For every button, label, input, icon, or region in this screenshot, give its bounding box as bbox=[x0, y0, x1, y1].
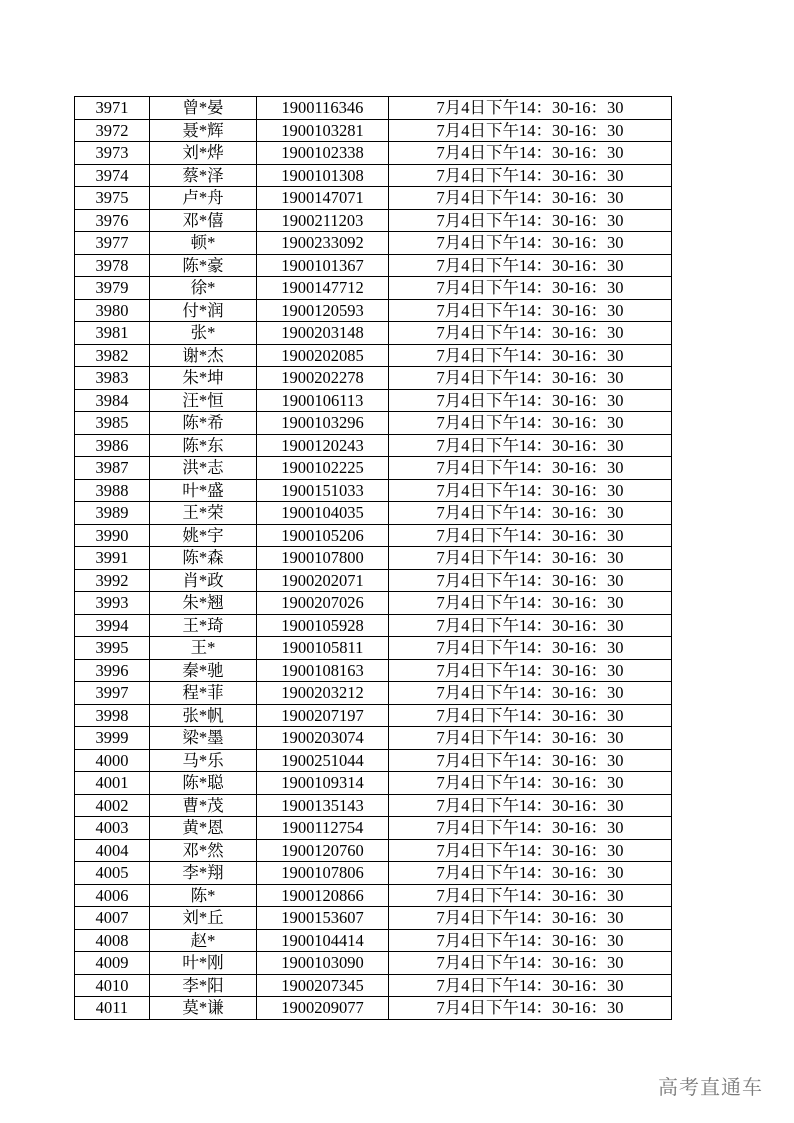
seq-cell: 3983 bbox=[75, 367, 150, 390]
time-cell: 7月4日下午14：30-16：30 bbox=[389, 682, 672, 705]
table-row bbox=[75, 277, 672, 300]
id-cell: 1900211203 bbox=[257, 209, 389, 232]
time-cell: 7月4日下午14：30-16：30 bbox=[389, 209, 672, 232]
name-cell: 朱*翘 bbox=[150, 592, 257, 615]
seq-cell: 3997 bbox=[75, 682, 150, 705]
time-cell: 7月4日下午14：30-16：30 bbox=[389, 839, 672, 862]
id-cell: 1900151033 bbox=[257, 479, 389, 502]
time-cell: 7月4日下午14：30-16：30 bbox=[389, 322, 672, 345]
table-row bbox=[75, 817, 672, 840]
table-row bbox=[75, 704, 672, 727]
time-cell: 7月4日下午14：30-16：30 bbox=[389, 232, 672, 255]
id-cell: 1900103090 bbox=[257, 952, 389, 975]
time-cell: 7月4日下午14：30-16：30 bbox=[389, 367, 672, 390]
id-cell: 1900105206 bbox=[257, 524, 389, 547]
time-cell: 7月4日下午14：30-16：30 bbox=[389, 389, 672, 412]
time-cell: 7月4日下午14：30-16：30 bbox=[389, 659, 672, 682]
seq-cell: 3987 bbox=[75, 457, 150, 480]
time-cell: 7月4日下午14：30-16：30 bbox=[389, 119, 672, 142]
table-row bbox=[75, 389, 672, 412]
name-cell: 赵* bbox=[150, 929, 257, 952]
id-cell: 1900251044 bbox=[257, 749, 389, 772]
id-cell: 1900135143 bbox=[257, 794, 389, 817]
id-cell: 1900202071 bbox=[257, 569, 389, 592]
name-cell: 陈*希 bbox=[150, 412, 257, 435]
time-cell: 7月4日下午14：30-16：30 bbox=[389, 502, 672, 525]
table-row bbox=[75, 772, 672, 795]
name-cell: 卢*舟 bbox=[150, 187, 257, 210]
table-row bbox=[75, 232, 672, 255]
seq-cell: 4007 bbox=[75, 907, 150, 930]
id-cell: 1900101367 bbox=[257, 254, 389, 277]
name-cell: 梁*墨 bbox=[150, 727, 257, 750]
id-cell: 1900107806 bbox=[257, 862, 389, 885]
name-cell: 陈*聪 bbox=[150, 772, 257, 795]
time-cell: 7月4日下午14：30-16：30 bbox=[389, 569, 672, 592]
id-cell: 1900101308 bbox=[257, 164, 389, 187]
name-cell: 陈* bbox=[150, 884, 257, 907]
time-cell: 7月4日下午14：30-16：30 bbox=[389, 479, 672, 502]
name-cell: 王*荣 bbox=[150, 502, 257, 525]
table-row bbox=[75, 322, 672, 345]
seq-cell: 3994 bbox=[75, 614, 150, 637]
time-cell: 7月4日下午14：30-16：30 bbox=[389, 637, 672, 660]
id-cell: 1900107800 bbox=[257, 547, 389, 570]
id-cell: 1900153607 bbox=[257, 907, 389, 930]
seq-cell: 3990 bbox=[75, 524, 150, 547]
table-row bbox=[75, 367, 672, 390]
time-cell: 7月4日下午14：30-16：30 bbox=[389, 862, 672, 885]
name-cell: 黄*恩 bbox=[150, 817, 257, 840]
time-cell: 7月4日下午14：30-16：30 bbox=[389, 997, 672, 1020]
seq-cell: 4001 bbox=[75, 772, 150, 795]
time-cell: 7月4日下午14：30-16：30 bbox=[389, 547, 672, 570]
id-cell: 1900105928 bbox=[257, 614, 389, 637]
id-cell: 1900202085 bbox=[257, 344, 389, 367]
id-cell: 1900116346 bbox=[257, 97, 389, 120]
name-cell: 聂*辉 bbox=[150, 119, 257, 142]
id-cell: 1900112754 bbox=[257, 817, 389, 840]
seq-cell: 3971 bbox=[75, 97, 150, 120]
table-row bbox=[75, 164, 672, 187]
table-row bbox=[75, 862, 672, 885]
table-row bbox=[75, 614, 672, 637]
name-cell: 蔡*泽 bbox=[150, 164, 257, 187]
seq-cell: 3992 bbox=[75, 569, 150, 592]
id-cell: 1900102338 bbox=[257, 142, 389, 165]
time-cell: 7月4日下午14：30-16：30 bbox=[389, 524, 672, 547]
name-cell: 洪*志 bbox=[150, 457, 257, 480]
seq-cell: 3978 bbox=[75, 254, 150, 277]
time-cell: 7月4日下午14：30-16：30 bbox=[389, 952, 672, 975]
time-cell: 7月4日下午14：30-16：30 bbox=[389, 592, 672, 615]
id-cell: 1900209077 bbox=[257, 997, 389, 1020]
name-cell: 曾*晏 bbox=[150, 97, 257, 120]
name-cell: 莫*谦 bbox=[150, 997, 257, 1020]
time-cell: 7月4日下午14：30-16：30 bbox=[389, 749, 672, 772]
name-cell: 陈*豪 bbox=[150, 254, 257, 277]
name-cell: 付*润 bbox=[150, 299, 257, 322]
seq-cell: 3998 bbox=[75, 704, 150, 727]
id-cell: 1900147071 bbox=[257, 187, 389, 210]
seq-cell: 3995 bbox=[75, 637, 150, 660]
table-row bbox=[75, 884, 672, 907]
seq-cell: 3974 bbox=[75, 164, 150, 187]
time-cell: 7月4日下午14：30-16：30 bbox=[389, 97, 672, 120]
table-row bbox=[75, 569, 672, 592]
table-row bbox=[75, 299, 672, 322]
id-cell: 1900120593 bbox=[257, 299, 389, 322]
seq-cell: 4002 bbox=[75, 794, 150, 817]
table-row bbox=[75, 929, 672, 952]
time-cell: 7月4日下午14：30-16：30 bbox=[389, 142, 672, 165]
seq-cell: 4008 bbox=[75, 929, 150, 952]
seq-cell: 4000 bbox=[75, 749, 150, 772]
name-cell: 汪*恒 bbox=[150, 389, 257, 412]
table-row bbox=[75, 547, 672, 570]
name-cell: 朱*坤 bbox=[150, 367, 257, 390]
seq-cell: 3984 bbox=[75, 389, 150, 412]
id-cell: 1900203148 bbox=[257, 322, 389, 345]
seq-cell: 3986 bbox=[75, 434, 150, 457]
table-row bbox=[75, 974, 672, 997]
id-cell: 1900147712 bbox=[257, 277, 389, 300]
name-cell: 陈*东 bbox=[150, 434, 257, 457]
time-cell: 7月4日下午14：30-16：30 bbox=[389, 772, 672, 795]
seq-cell: 3993 bbox=[75, 592, 150, 615]
id-cell: 1900103296 bbox=[257, 412, 389, 435]
time-cell: 7月4日下午14：30-16：30 bbox=[389, 344, 672, 367]
seq-cell: 3973 bbox=[75, 142, 150, 165]
seq-cell: 4009 bbox=[75, 952, 150, 975]
seq-cell: 3980 bbox=[75, 299, 150, 322]
id-cell: 1900106113 bbox=[257, 389, 389, 412]
name-cell: 陈*森 bbox=[150, 547, 257, 570]
table-row bbox=[75, 524, 672, 547]
seq-cell: 4006 bbox=[75, 884, 150, 907]
table-row bbox=[75, 749, 672, 772]
time-cell: 7月4日下午14：30-16：30 bbox=[389, 277, 672, 300]
id-cell: 1900104414 bbox=[257, 929, 389, 952]
table-row bbox=[75, 592, 672, 615]
id-cell: 1900109314 bbox=[257, 772, 389, 795]
seq-cell: 3975 bbox=[75, 187, 150, 210]
id-cell: 1900233092 bbox=[257, 232, 389, 255]
seq-cell: 3972 bbox=[75, 119, 150, 142]
id-cell: 1900120866 bbox=[257, 884, 389, 907]
time-cell: 7月4日下午14：30-16：30 bbox=[389, 187, 672, 210]
time-cell: 7月4日下午14：30-16：30 bbox=[389, 974, 672, 997]
time-cell: 7月4日下午14：30-16：30 bbox=[389, 884, 672, 907]
name-cell: 刘*烨 bbox=[150, 142, 257, 165]
id-cell: 1900202278 bbox=[257, 367, 389, 390]
watermark-text: 高考直通车 bbox=[658, 1075, 763, 1099]
seq-cell: 3996 bbox=[75, 659, 150, 682]
seq-cell: 3999 bbox=[75, 727, 150, 750]
table-row bbox=[75, 682, 672, 705]
name-cell: 肖*政 bbox=[150, 569, 257, 592]
seq-cell: 4011 bbox=[75, 997, 150, 1020]
time-cell: 7月4日下午14：30-16：30 bbox=[389, 727, 672, 750]
seq-cell: 4004 bbox=[75, 839, 150, 862]
name-cell: 秦*驰 bbox=[150, 659, 257, 682]
table-row bbox=[75, 412, 672, 435]
time-cell: 7月4日下午14：30-16：30 bbox=[389, 614, 672, 637]
table-row bbox=[75, 434, 672, 457]
id-cell: 1900105811 bbox=[257, 637, 389, 660]
id-cell: 1900103281 bbox=[257, 119, 389, 142]
seq-cell: 3988 bbox=[75, 479, 150, 502]
name-cell: 邓*僖 bbox=[150, 209, 257, 232]
table-row bbox=[75, 907, 672, 930]
seq-cell: 3991 bbox=[75, 547, 150, 570]
table-row bbox=[75, 344, 672, 367]
name-cell: 叶*盛 bbox=[150, 479, 257, 502]
seq-cell: 3979 bbox=[75, 277, 150, 300]
seq-cell: 4010 bbox=[75, 974, 150, 997]
name-cell: 李*阳 bbox=[150, 974, 257, 997]
seq-cell: 3976 bbox=[75, 209, 150, 232]
id-cell: 1900104035 bbox=[257, 502, 389, 525]
name-cell: 邓*然 bbox=[150, 839, 257, 862]
seq-cell: 3985 bbox=[75, 412, 150, 435]
table-row bbox=[75, 637, 672, 660]
name-cell: 徐* bbox=[150, 277, 257, 300]
id-cell: 1900207345 bbox=[257, 974, 389, 997]
time-cell: 7月4日下午14：30-16：30 bbox=[389, 164, 672, 187]
table-row bbox=[75, 97, 672, 120]
id-cell: 1900120760 bbox=[257, 839, 389, 862]
id-cell: 1900108163 bbox=[257, 659, 389, 682]
name-cell: 马*乐 bbox=[150, 749, 257, 772]
id-cell: 1900207026 bbox=[257, 592, 389, 615]
table-row bbox=[75, 209, 672, 232]
table-row bbox=[75, 142, 672, 165]
schedule-table bbox=[74, 96, 672, 1020]
time-cell: 7月4日下午14：30-16：30 bbox=[389, 929, 672, 952]
table-row bbox=[75, 457, 672, 480]
time-cell: 7月4日下午14：30-16：30 bbox=[389, 299, 672, 322]
time-cell: 7月4日下午14：30-16：30 bbox=[389, 434, 672, 457]
name-cell: 李*翔 bbox=[150, 862, 257, 885]
name-cell: 王*琦 bbox=[150, 614, 257, 637]
name-cell: 叶*刚 bbox=[150, 952, 257, 975]
id-cell: 1900203212 bbox=[257, 682, 389, 705]
table-row bbox=[75, 659, 672, 682]
name-cell: 顿* bbox=[150, 232, 257, 255]
time-cell: 7月4日下午14：30-16：30 bbox=[389, 704, 672, 727]
table-row bbox=[75, 952, 672, 975]
id-cell: 1900203074 bbox=[257, 727, 389, 750]
seq-cell: 3989 bbox=[75, 502, 150, 525]
name-cell: 谢*杰 bbox=[150, 344, 257, 367]
id-cell: 1900207197 bbox=[257, 704, 389, 727]
table-row bbox=[75, 839, 672, 862]
seq-cell: 3981 bbox=[75, 322, 150, 345]
name-cell: 程*菲 bbox=[150, 682, 257, 705]
time-cell: 7月4日下午14：30-16：30 bbox=[389, 817, 672, 840]
name-cell: 王* bbox=[150, 637, 257, 660]
table-row bbox=[75, 794, 672, 817]
table-row bbox=[75, 187, 672, 210]
name-cell: 张*帆 bbox=[150, 704, 257, 727]
id-cell: 1900120243 bbox=[257, 434, 389, 457]
name-cell: 曹*茂 bbox=[150, 794, 257, 817]
table-row bbox=[75, 254, 672, 277]
seq-cell: 3977 bbox=[75, 232, 150, 255]
seq-cell: 4005 bbox=[75, 862, 150, 885]
name-cell: 张* bbox=[150, 322, 257, 345]
name-cell: 刘*丘 bbox=[150, 907, 257, 930]
schedule-table-body bbox=[75, 97, 672, 1020]
name-cell: 姚*宇 bbox=[150, 524, 257, 547]
seq-cell: 3982 bbox=[75, 344, 150, 367]
table-row bbox=[75, 727, 672, 750]
table-row bbox=[75, 997, 672, 1020]
time-cell: 7月4日下午14：30-16：30 bbox=[389, 907, 672, 930]
table-row bbox=[75, 119, 672, 142]
table-row bbox=[75, 479, 672, 502]
time-cell: 7月4日下午14：30-16：30 bbox=[389, 794, 672, 817]
id-cell: 1900102225 bbox=[257, 457, 389, 480]
time-cell: 7月4日下午14：30-16：30 bbox=[389, 412, 672, 435]
time-cell: 7月4日下午14：30-16：30 bbox=[389, 457, 672, 480]
table-row bbox=[75, 502, 672, 525]
time-cell: 7月4日下午14：30-16：30 bbox=[389, 254, 672, 277]
seq-cell: 4003 bbox=[75, 817, 150, 840]
